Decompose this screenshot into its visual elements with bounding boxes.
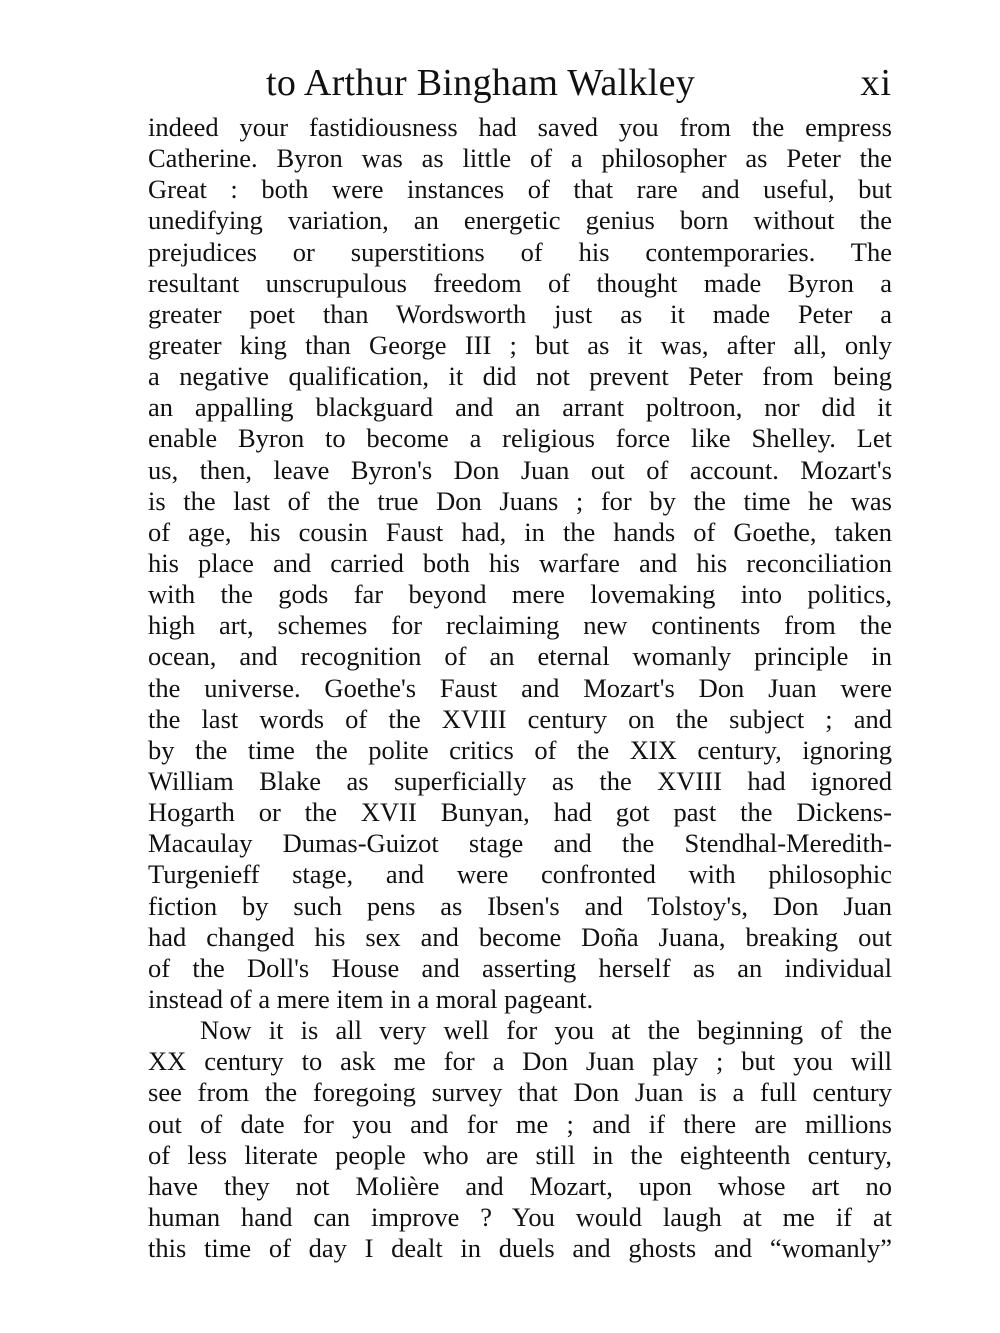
text-line: Hogarth or the XVII Bunyan, had got past the Dickens-	[148, 797, 892, 828]
text-line: this time of day I dealt in duels and ghosts and “womanly”	[148, 1233, 892, 1264]
text-line: out of date for you and for me ; and if there are millions	[148, 1108, 892, 1139]
text-line: is the last of the true Don Juans ; for by the time he was	[148, 485, 892, 516]
text-line: Great : both were instances of that rare and useful, but	[148, 174, 892, 205]
text-line: prejudices or superstitions of his contemporaries. The	[148, 236, 892, 267]
text-line: with the gods far beyond mere lovemaking into politics,	[148, 579, 892, 610]
text-line: the last words of the XVIII century on the subject ; and	[148, 703, 892, 734]
body-text	[148, 112, 892, 1264]
text-line: an appalling blackguard and an arrant poltroon, nor did it	[148, 392, 892, 423]
text-line: fiction by such pens as Ibsen's and Tolstoy's, Don Juan	[148, 890, 892, 921]
text-line: Turgenieff stage, and were confronted with philosophic	[148, 859, 892, 890]
running-head	[148, 60, 892, 110]
text-line: us, then, leave Byron's Don Juan out of account. Mozart's	[148, 454, 892, 485]
text-line: of less literate people who are still in the eighteenth century,	[148, 1139, 892, 1170]
text-line: of age, his cousin Faust had, in the hands of Goethe, taken	[148, 516, 892, 547]
text-line: greater king than George III ; but as it was, after all, only	[148, 329, 892, 360]
text-line: had changed his sex and become Doña Juana, breaking out	[148, 921, 892, 952]
text-line: see from the foregoing survey that Don Juan is a full century	[148, 1077, 892, 1108]
text-line: greater poet than Wordsworth just as it made Peter a	[148, 298, 892, 329]
paragraph-end-line: instead of a mere item in a moral pageant.	[148, 983, 594, 1014]
text-line: his place and carried both his warfare and his reconciliation	[148, 547, 892, 578]
text-line: the universe. Goethe's Faust and Mozart's Don Juan were	[148, 672, 892, 703]
text-line: by the time the polite critics of the XIX century, ignoring	[148, 734, 892, 765]
text-line: William Blake as superficially as the XVIII had ignored	[148, 765, 892, 796]
text-line: resultant unscrupulous freedom of thought made Byron a	[148, 267, 892, 298]
text-line: ocean, and recognition of an eternal womanly principle in	[148, 641, 892, 672]
paragraph-start-line: Now it is all very well for you at the beginning of the	[200, 1015, 892, 1046]
text-line: Macaulay Dumas-Guizot stage and the Stendhal-Meredith-	[148, 828, 892, 859]
text-line: high art, schemes for reclaiming new continents from the	[148, 610, 892, 641]
text-line: of the Doll's House and asserting herself as an individual	[148, 952, 892, 983]
text-line: have they not Molière and Mozart, upon whose art no	[148, 1170, 892, 1201]
text-line: human hand can improve ? You would laugh at me if at	[148, 1201, 892, 1232]
text-line: enable Byron to become a religious force like Shelley. Let	[148, 423, 892, 454]
running-title: to Arthur Bingham Walkley	[266, 62, 696, 104]
page-number: xi	[860, 62, 892, 104]
text-line: Catherine. Byron was as little of a philosopher as Peter the	[148, 143, 892, 174]
text-line: XX century to ask me for a Don Juan play ; but you will	[148, 1046, 892, 1077]
text-line: a negative qualification, it did not prevent Peter from being	[148, 361, 892, 392]
text-line: unedifying variation, an energetic genius born without the	[148, 205, 892, 236]
text-line: indeed your fastidiousness had saved you from the empress	[148, 112, 892, 142]
